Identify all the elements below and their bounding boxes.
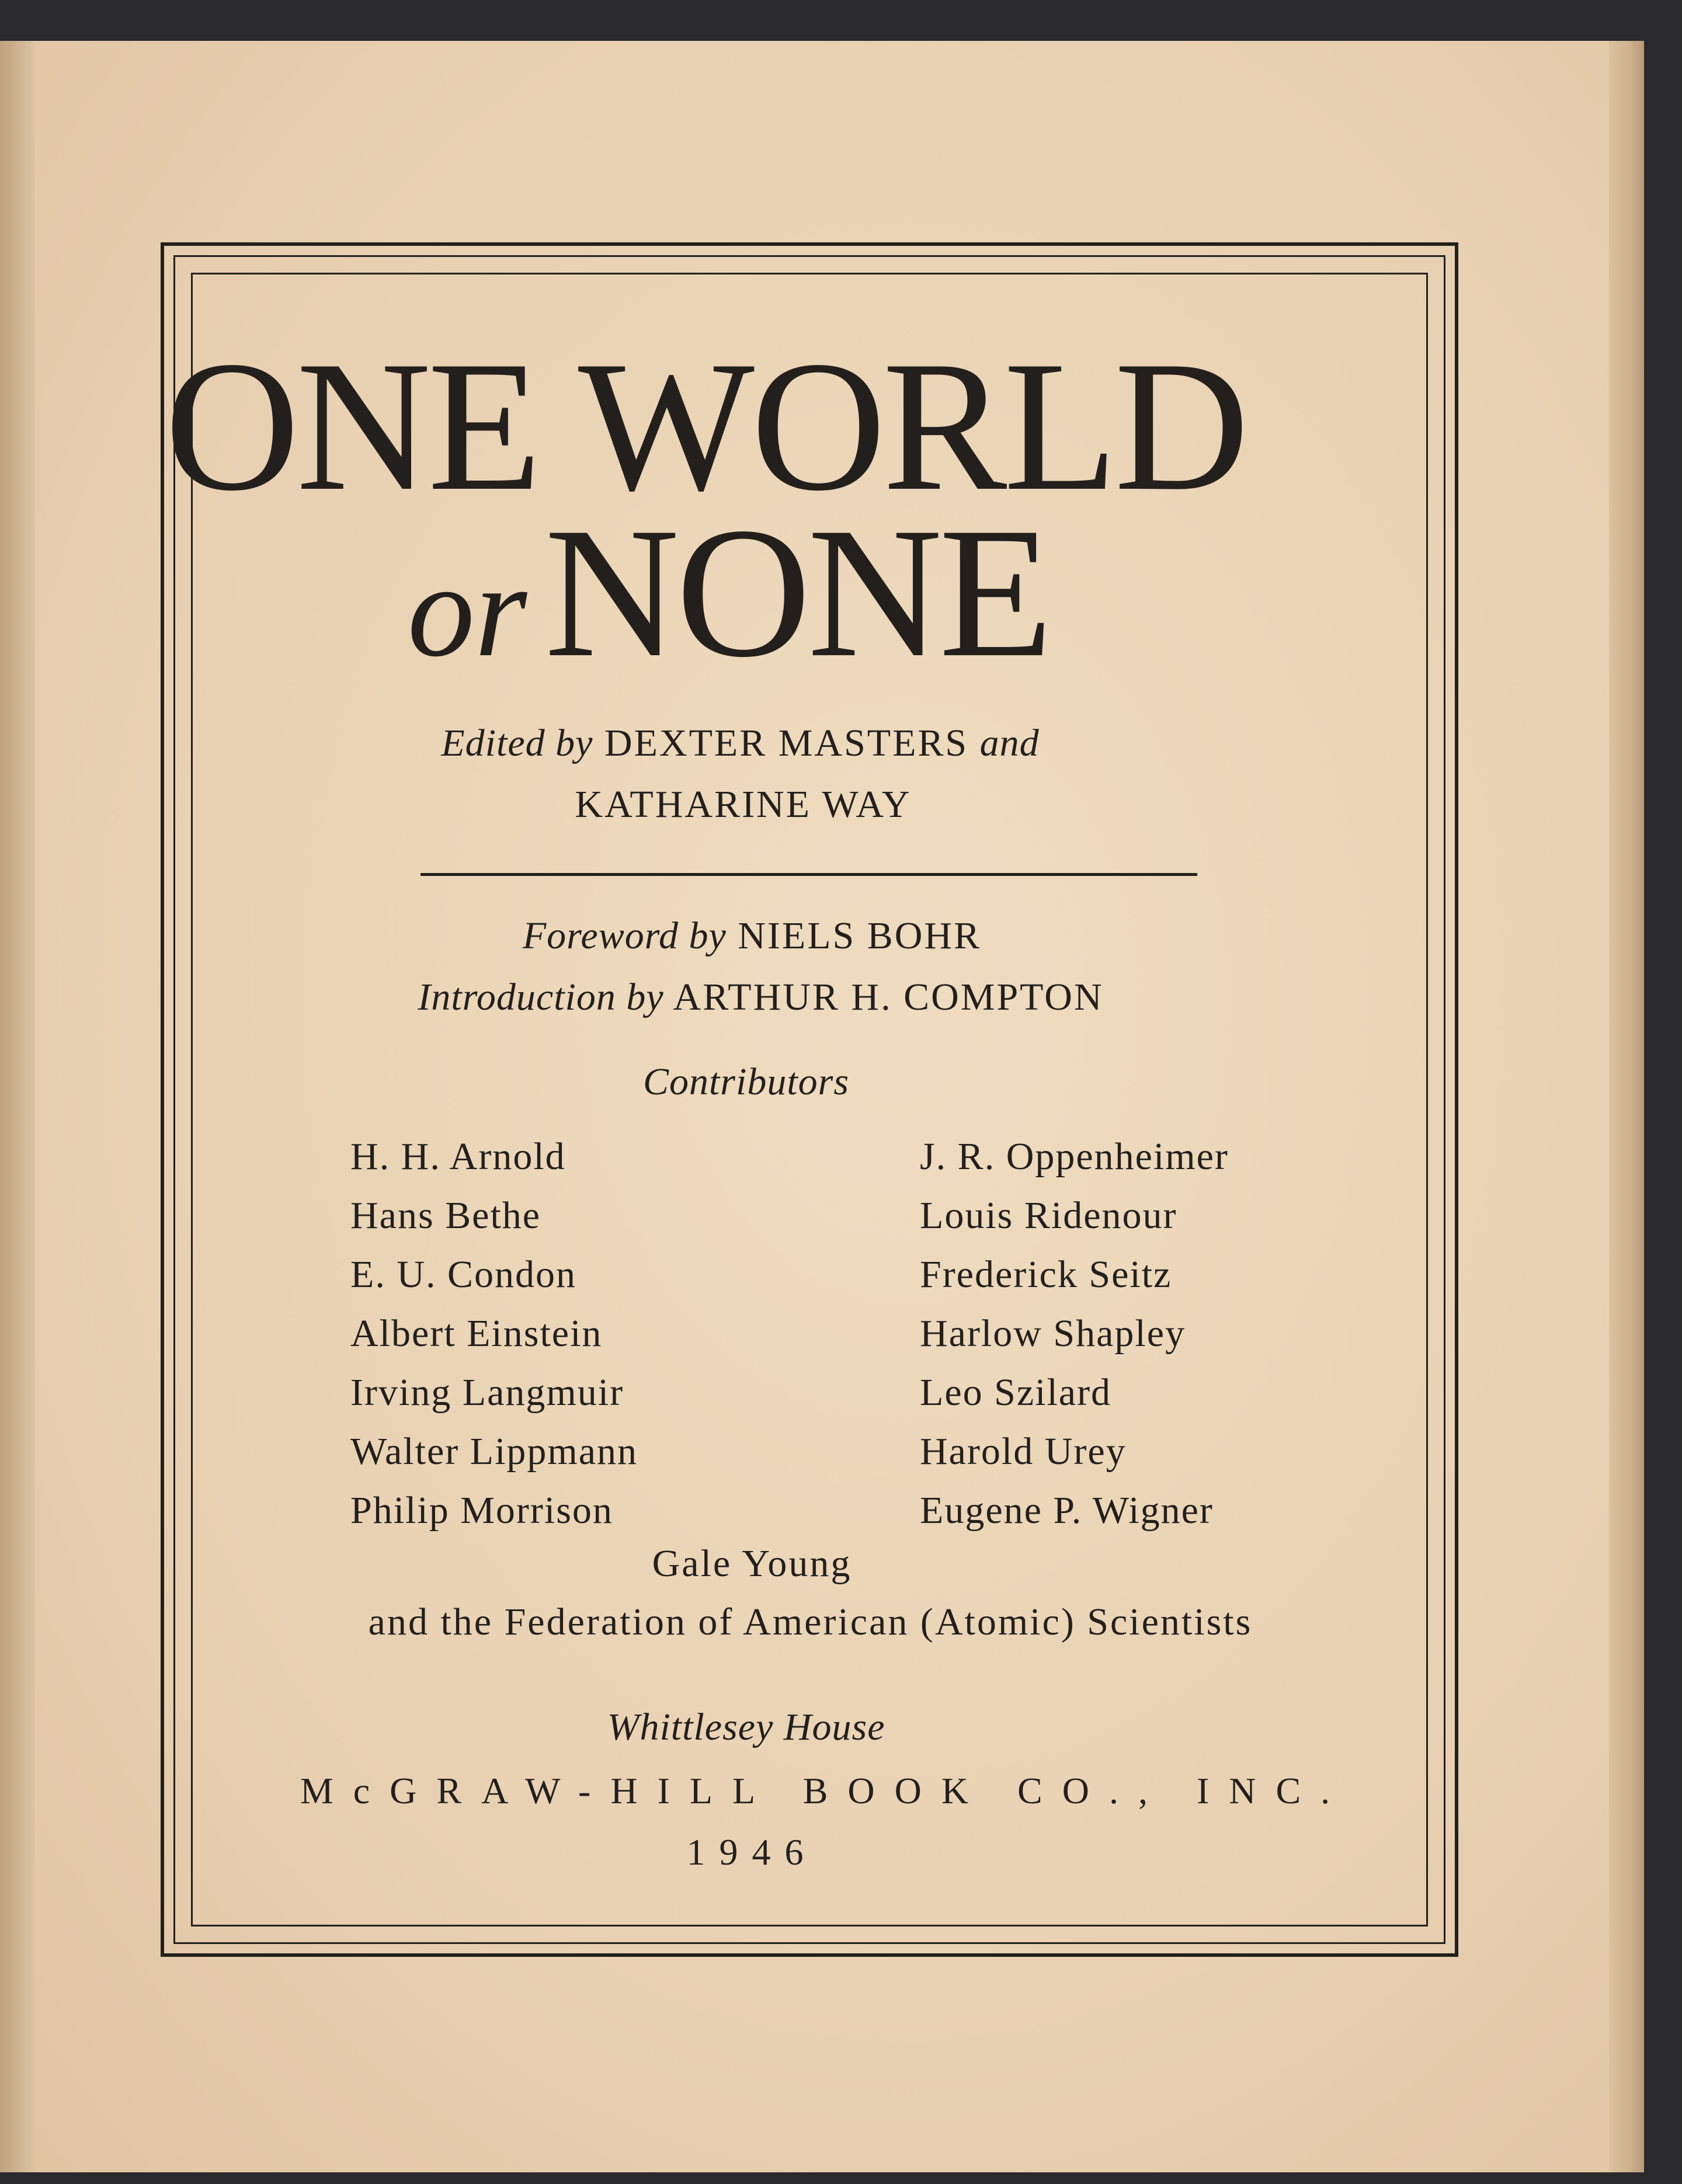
contributors-right-column (920, 1127, 1229, 1540)
contributor-name: J. R. Oppenheimer (920, 1135, 1229, 1178)
page-gutter (0, 41, 35, 2172)
editor-2: KATHARINE WAY (575, 783, 912, 826)
contributor-name: Eugene P. Wigner (920, 1489, 1214, 1532)
foreword-author: NIELS BOHR (738, 914, 982, 957)
contributor-center: Gale Young (652, 1542, 852, 1585)
contributor-name: H. H. Arnold (350, 1135, 566, 1178)
publication-year: 1946 (686, 1831, 818, 1873)
contributor-name: Albert Einstein (350, 1312, 603, 1355)
contributor-name: Louis Ridenour (920, 1194, 1177, 1237)
title-none: NONE (544, 489, 1050, 696)
contributor-name: Irving Langmuir (350, 1371, 624, 1414)
contributor-name: Harold Urey (920, 1430, 1127, 1473)
title-or: or (407, 535, 527, 684)
contributor-name: Walter Lippmann (350, 1430, 638, 1473)
publisher-name: McGRAW-HILL BOOK CO., INC. (300, 1770, 1350, 1811)
page-edge (1609, 41, 1644, 2172)
title-line-1: ONE WORLD (165, 323, 1246, 530)
contributor-name: Frederick Seitz (920, 1253, 1172, 1296)
introduction-prefix: Introduction by (418, 976, 664, 1018)
editor-1: DEXTER MASTERS (604, 722, 969, 764)
book-page (0, 41, 1644, 2172)
imprint: Whittlesey House (607, 1706, 885, 1748)
introduction-line (269, 975, 1253, 1020)
divider-rule (420, 873, 1197, 876)
contributors-left-column (350, 1127, 638, 1540)
editors-line (298, 721, 1183, 766)
contributor-name: E. U. Condon (350, 1253, 576, 1296)
contributor-name: Philip Morrison (350, 1489, 613, 1532)
contributor-name: Hans Bethe (350, 1194, 541, 1237)
contributor-name: Harlow Shapley (920, 1312, 1186, 1355)
editors-prefix: Edited by (441, 722, 593, 764)
title-line-2 (292, 489, 1165, 696)
foreword-prefix: Foreword by (522, 914, 727, 957)
editors-conjunction: and (979, 722, 1040, 764)
federation-line: and the Federation of American (Atomic) Scientists (368, 1601, 1253, 1643)
introduction-author: ARTHUR H. COMPTON (673, 976, 1104, 1018)
contributor-name: Leo Szilard (920, 1371, 1112, 1414)
foreword-line (350, 914, 1153, 958)
contributors-heading: Contributors (642, 1060, 850, 1103)
